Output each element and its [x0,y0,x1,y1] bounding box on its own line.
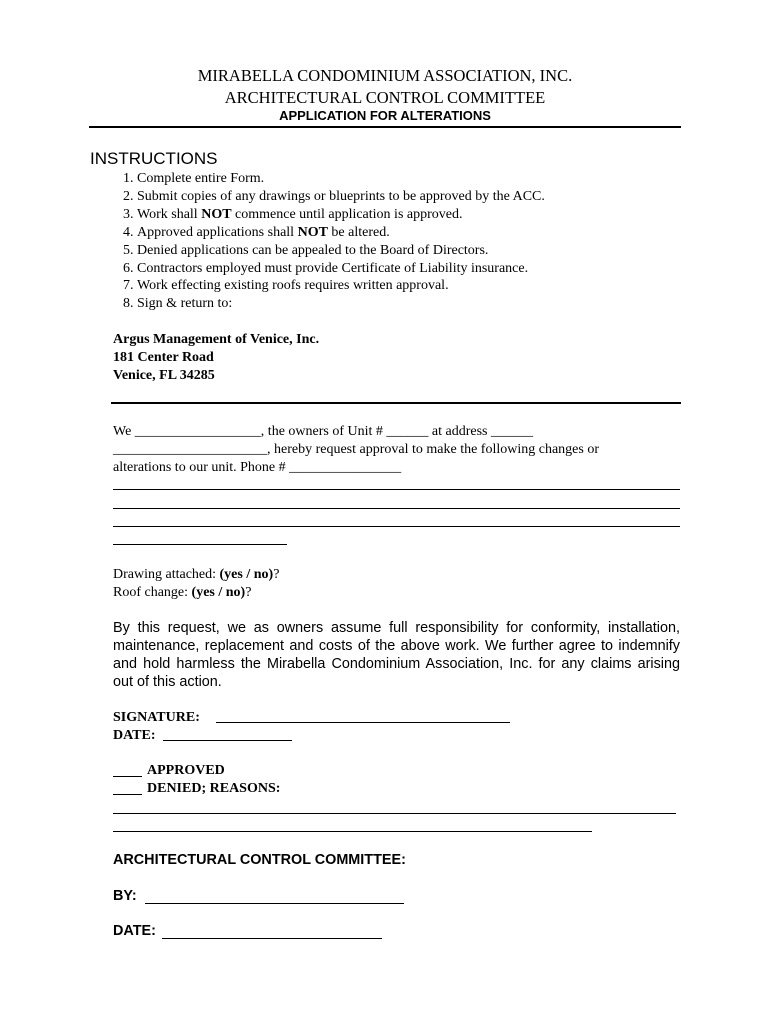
approved-checkline[interactable] [113,776,142,777]
instruction-item: 7. Work effecting existing roofs requires written approval. [137,277,545,295]
drawing-attached[interactable]: Drawing attached: (yes / no)? [113,567,280,582]
reasons-line[interactable] [113,831,592,832]
committee-heading: ARCHITECTURAL CONTROL COMMITTEE: [113,852,406,868]
instruction-item: 3. Work shall NOT commence until application is approved. [137,206,545,224]
committee-name: ARCHITECTURAL CONTROL COMMITTEE [224,88,546,107]
instruction-item: 4. Approved applications shall NOT be altered. [137,224,545,242]
header-divider [89,126,681,128]
changes-blank-line[interactable] [113,544,287,545]
date-label: DATE: [113,728,156,743]
approved-label: APPROVED [147,763,225,778]
liability-statement: By this request, we as owners assume full responsibility for conformity, installation, maintenance, replacement and costs of the above work. We further agree to indemnify and hold harmless the Mirabella Condominium Association, Inc. for any claims arising out of this action. [113,620,680,690]
committee-date-label: DATE: [113,923,156,939]
signature-line[interactable] [216,722,510,723]
request-line-2[interactable]: ______________________, hereby request approval to make the following changes or [113,442,600,457]
section-divider [111,402,681,404]
roof-change[interactable]: Roof change: (yes / no)? [113,585,252,600]
date-line[interactable] [163,740,292,741]
instruction-item: 8. Sign & return to: [137,295,545,313]
form-title: APPLICATION FOR ALTERATIONS [279,108,491,123]
request-line-3[interactable]: alterations to our unit. Phone # ________________ [113,460,402,475]
changes-blank-line[interactable] [113,508,680,509]
instruction-item: 5. Denied applications can be appealed to the Board of Directors. [137,242,545,260]
changes-blank-line[interactable] [113,526,680,527]
by-line[interactable] [145,903,404,904]
address-street: 181 Center Road [113,350,214,365]
org-name: MIRABELLA CONDOMINIUM ASSOCIATION, INC. [197,66,573,85]
instructions-list [112,170,545,313]
instruction-item: 1. Complete entire Form. [137,170,545,188]
reasons-line[interactable] [113,813,676,814]
instructions-heading: INSTRUCTIONS [90,149,218,168]
instruction-item: 2. Submit copies of any drawings or blueprints to be approved by the ACC. [137,188,545,206]
denied-label: DENIED; REASONS: [147,781,281,796]
instruction-item: 6. Contractors employed must provide Certificate of Liability insurance. [137,260,545,278]
denied-checkline[interactable] [113,794,142,795]
signature-label: SIGNATURE: [113,710,200,725]
address-city: Venice, FL 34285 [113,368,215,383]
request-line-1[interactable]: We __________________, the owners of Unit # ______ at address ______ [113,424,533,439]
changes-blank-line[interactable] [113,489,680,490]
by-label: BY: [113,888,137,904]
address-name: Argus Management of Venice, Inc. [113,332,320,347]
committee-date-line[interactable] [162,938,382,939]
